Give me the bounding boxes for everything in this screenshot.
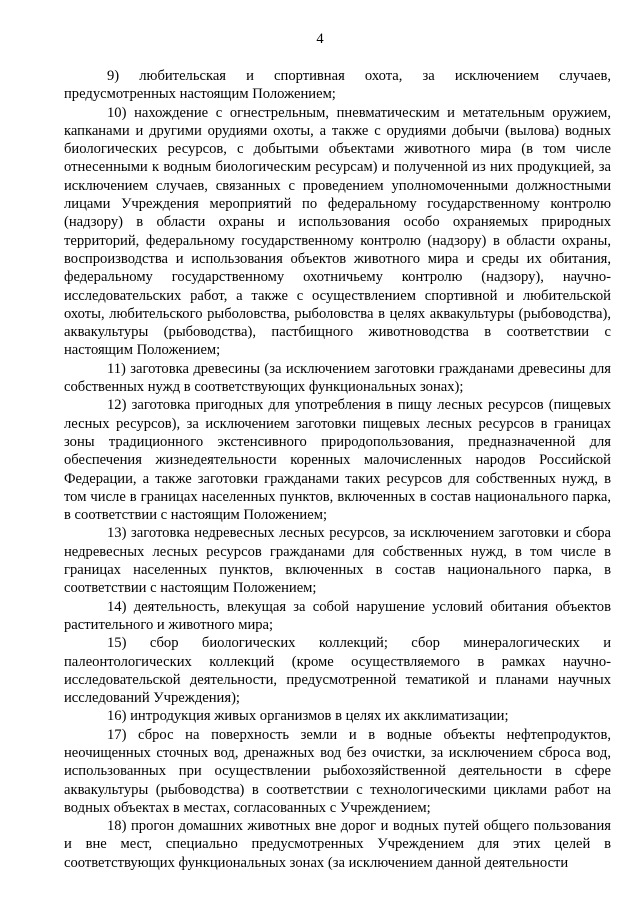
paragraph-item-15: 15) сбор биологических коллекций; сбор минералогических и палеонтологических коллекций (кроме осуществляемого в рамках научно-исследовательской деятельности, предусмотренной тематикой и планами научных исследований Учреждения); <box>64 635 611 707</box>
paragraph-item-16: 16) интродукция живых организмов в целях их акклиматизации; <box>107 708 509 725</box>
paragraph-item-12: 12) заготовка пригодных для употребления в пищу лесных ресурсов (пищевых лесных ресурсов), за исключением заготовки пищевых лесных ресурсов в границах зоны традиционного экстенсивного природопользования, предназначенной для обеспечения жизнедеятельности коренных малочисленных народов Российской Федерации, а также заготовки гражданами таких ресурсов для собственных нужд, в том числе в границах населенных пунктов, включенных в состав национального парка, в соответствии с настоящим Положением; <box>64 397 611 524</box>
page-number: 4 <box>316 31 324 47</box>
paragraph-item-14: 14) деятельность, влекущая за собой нарушение условий обитания объектов растительного и животного мира; <box>64 598 611 633</box>
paragraph-item-9: 9) любительская и спортивная охота, за исключением случаев, предусмотренных настоящим Положением; <box>64 68 611 103</box>
paragraph-item-10: 10) нахождение с огнестрельным, пневматическим и метательным оружием, капканами и другими орудиями охоты, а также с орудиями добычи (вылова) водных биологических ресурсов, с добытыми объектами животного мира (в том числе отнесенными к водным биологическим ресурсам) и полученной из них продукцией, за исключением случаев, связанных с проведением уполномоченными должностными лицами Учреждения мероприятий по федеральному государственному контролю (надзору) в области охраны и использования особо охраняемых природных территорий, федеральному государственному контролю (надзору) в области охраны, воспроизводства и использования объектов животного мира и среды их обитания, федеральному государственному охотничьему контролю (надзору), научно-исследовательских работ, а также с осуществлением спортивной и любительской охоты, любительского рыболовства, рыболовства в целях аквакультуры (рыбоводства), аквакультуры (рыбоводства), пастбищного животноводства в соответствии с настоящим Положением; <box>64 104 611 359</box>
document-body <box>64 67 611 872</box>
paragraph-item-17: 17) сброс на поверхность земли и в водные объекты нефтепродуктов, неочищенных сточных вод, дренажных вод без очистки, за исключением сброса вод, использованных при осуществлении рыбохозяйственной деятельности в сфере аквакультуры (рыбоводства) в соответствии с технологическими циклами работ на водных объектах в местах, согласованных с Учреждением; <box>64 726 611 816</box>
paragraph-item-13: 13) заготовка недревесных лесных ресурсов, за исключением заготовки и сбора недревесных лесных ресурсов гражданами для собственных нужд, в том числе в границах населенных пунктов, включенных в состав национального парка, в соответствии с настоящим Положением; <box>64 525 611 597</box>
paragraph-item-11: 11) заготовка древесины (за исключением заготовки гражданами древесины для собственных нужд в соответствующих функциональных зонах); <box>64 360 611 396</box>
paragraph-item-18: 18) прогон домашних животных вне дорог и водных путей общего пользования и вне мест, специально предусмотренных Учреждением для этих целей в соответствующих функциональных зонах (за исключением данной деятельности <box>64 818 611 871</box>
